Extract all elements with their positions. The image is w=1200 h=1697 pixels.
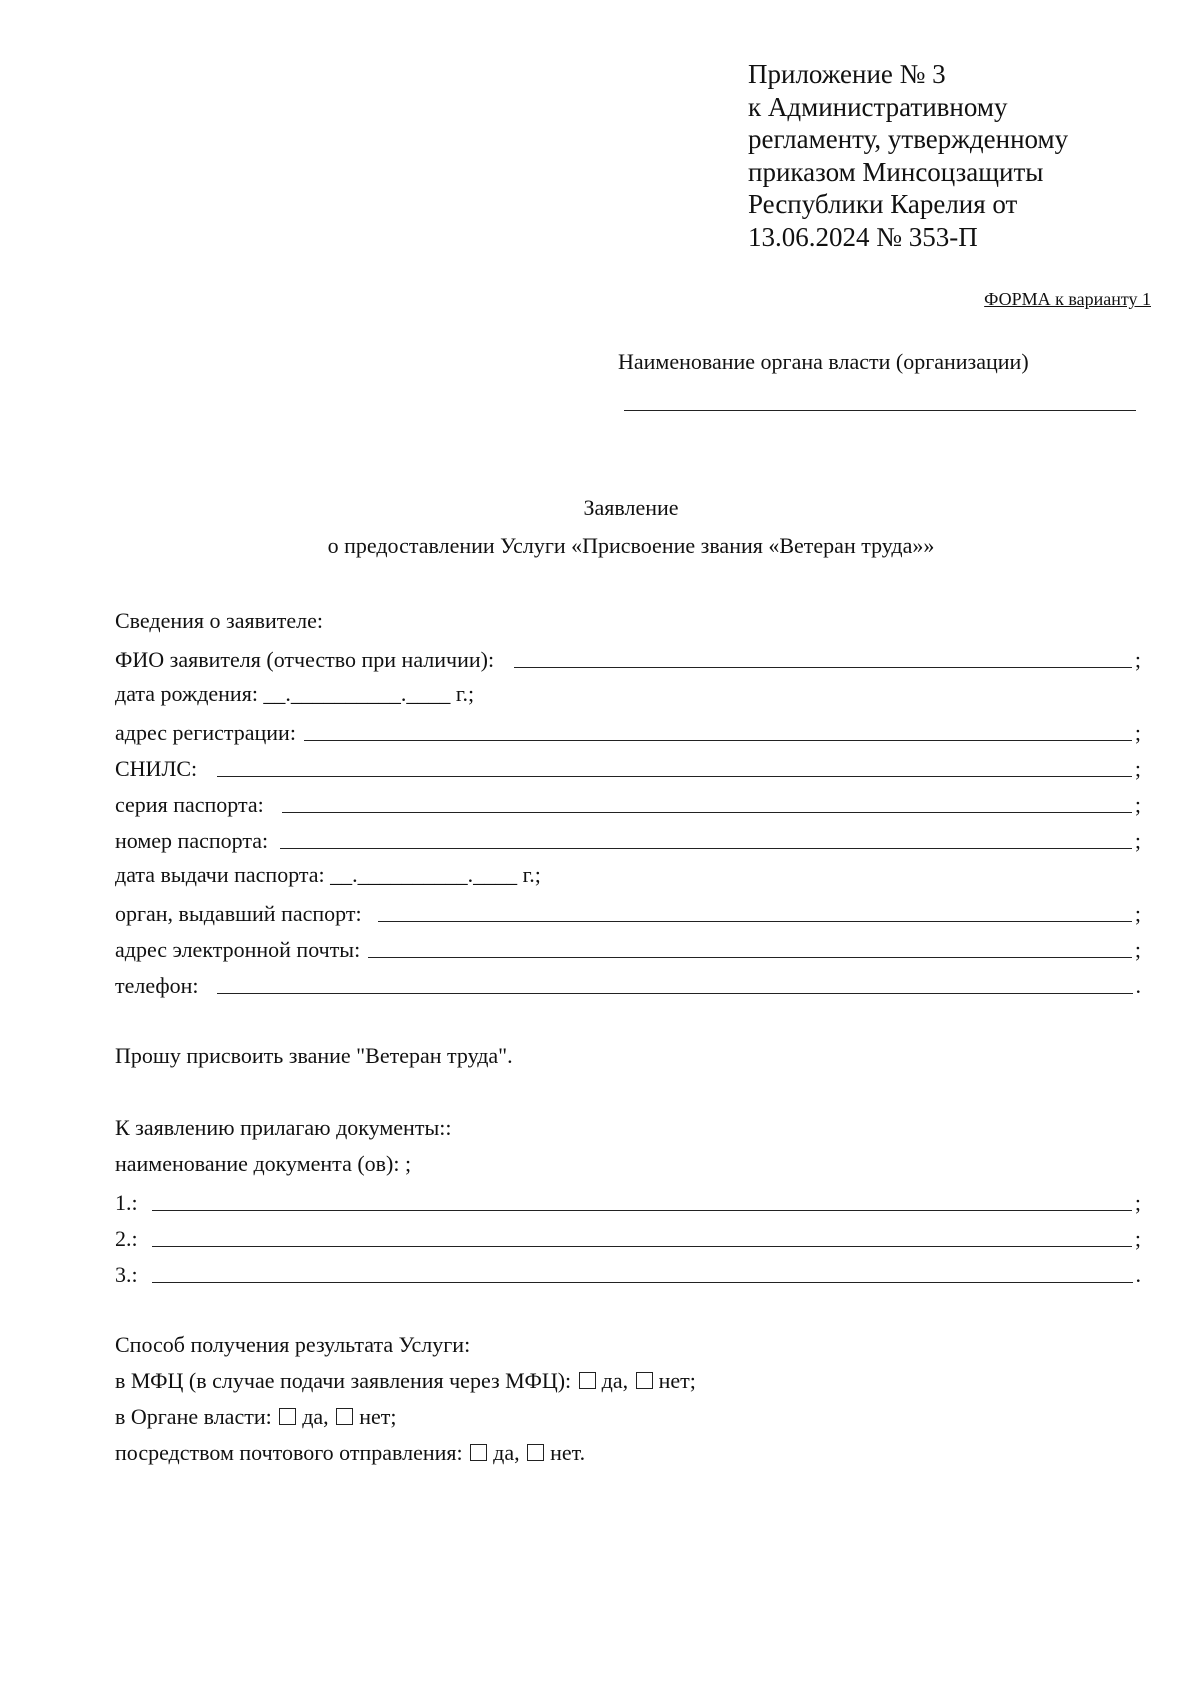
- appendix-line: регламенту, утвержденному: [748, 124, 1069, 154]
- appendix-reference: [748, 58, 1068, 253]
- row-end: ;: [1134, 647, 1141, 672]
- phone-label: телефон:: [115, 973, 199, 998]
- appendix-line: приказом Минсоцзащиты: [748, 156, 1044, 187]
- document-number-label: 1.:: [115, 1190, 138, 1215]
- document-row: [115, 1258, 1141, 1288]
- birth-date-field[interactable]: дата рождения: __.__________.____ г.;: [115, 681, 475, 706]
- row-end: ;: [1134, 828, 1141, 853]
- email-row: [115, 933, 1141, 963]
- document-row: [115, 1222, 1141, 1252]
- passport-number-row: [115, 824, 1141, 854]
- address-row: [115, 716, 1141, 746]
- yes-label: да,: [601, 1368, 629, 1393]
- appendix-line: 13.06.2024 № 353-П: [748, 221, 978, 252]
- documents-heading: К заявлению прилагаю документы::: [115, 1115, 452, 1140]
- authority-no-checkbox[interactable]: [336, 1408, 353, 1425]
- yes-label: да,: [302, 1404, 329, 1429]
- passport-number-label: номер паспорта:: [115, 828, 269, 853]
- appendix-line: Приложение № 3: [748, 59, 946, 89]
- delivery-post-row: [115, 1440, 585, 1466]
- appendix-line: Республики Карелия от: [748, 189, 1018, 219]
- fio-field[interactable]: [514, 667, 1132, 668]
- row-end: ;: [1134, 1190, 1141, 1215]
- passport-issuer-field[interactable]: [378, 921, 1132, 922]
- authority-name-label: Наименование органа власти (организации): [618, 349, 1029, 374]
- passport-number-field[interactable]: [280, 848, 1132, 849]
- no-label: нет;: [359, 1404, 397, 1429]
- phone-field[interactable]: [217, 993, 1133, 994]
- document-field[interactable]: [152, 1246, 1132, 1247]
- email-field[interactable]: [368, 957, 1132, 958]
- snils-label: СНИЛС:: [115, 756, 198, 781]
- delivery-heading: Способ получения результата Услуги:: [115, 1332, 471, 1357]
- yes-label: да,: [493, 1440, 520, 1465]
- row-end: ;: [1134, 792, 1141, 817]
- row-end: ;: [1134, 901, 1141, 926]
- request-text: Прошу присвоить звание "Ветеран труда".: [115, 1043, 513, 1068]
- authority-yes-checkbox[interactable]: [279, 1408, 296, 1425]
- address-field[interactable]: [304, 740, 1132, 741]
- delivery-mfc-label: в МФЦ (в случае подачи заявления через МФЦ):: [115, 1368, 572, 1393]
- post-yes-checkbox[interactable]: [470, 1444, 487, 1461]
- document-number-label: 2.:: [115, 1226, 138, 1251]
- appendix-line: к Административному: [748, 91, 1008, 122]
- passport-issuer-label: орган, выдавший паспорт:: [115, 901, 362, 926]
- passport-issuer-row: [115, 897, 1141, 927]
- applicant-heading: Сведения о заявителе:: [115, 608, 324, 633]
- row-end: ;: [1134, 756, 1141, 781]
- email-label: адрес электронной почты:: [115, 937, 361, 962]
- fio-row: [115, 643, 1141, 673]
- snils-field[interactable]: [217, 776, 1132, 777]
- row-end: .: [1135, 973, 1141, 998]
- form-variant-label: ФОРМА к варианту 1: [984, 289, 1151, 309]
- row-end: ;: [1134, 1226, 1141, 1251]
- no-label: нет;: [658, 1368, 696, 1393]
- document-names-label: наименование документа (ов): ;: [115, 1151, 412, 1176]
- document-row: [115, 1186, 1141, 1216]
- passport-series-field[interactable]: [282, 812, 1132, 813]
- document-title: Заявление: [583, 495, 679, 520]
- row-end: .: [1135, 1262, 1141, 1287]
- post-no-checkbox[interactable]: [527, 1444, 544, 1461]
- delivery-post-label: посредством почтового отправления:: [115, 1440, 463, 1465]
- no-label: нет.: [550, 1440, 586, 1465]
- document-number-label: 3.:: [115, 1262, 138, 1287]
- row-end: ;: [1134, 720, 1141, 745]
- row-end: ;: [1134, 937, 1141, 962]
- mfc-no-checkbox[interactable]: [636, 1372, 653, 1389]
- delivery-mfc-row: [115, 1368, 696, 1394]
- snils-row: [115, 752, 1141, 782]
- phone-row: [115, 969, 1141, 999]
- document-field[interactable]: [152, 1210, 1132, 1211]
- authority-name-field[interactable]: [624, 410, 1136, 411]
- delivery-authority-label: в Органе власти:: [115, 1404, 272, 1429]
- mfc-yes-checkbox[interactable]: [579, 1372, 596, 1389]
- passport-series-label: серия паспорта:: [115, 792, 264, 817]
- document-field[interactable]: [152, 1282, 1133, 1283]
- address-label: адрес регистрации:: [115, 720, 296, 745]
- document-subtitle: о предоставлении Услуги «Присвоение звания «Ветеран труда»»: [327, 533, 935, 558]
- delivery-authority-row: [115, 1404, 396, 1430]
- passport-series-row: [115, 788, 1141, 818]
- passport-date-field[interactable]: дата выдачи паспорта: __.__________.____ г.;: [115, 862, 541, 887]
- fio-label: ФИО заявителя (отчество при наличии):: [115, 647, 495, 672]
